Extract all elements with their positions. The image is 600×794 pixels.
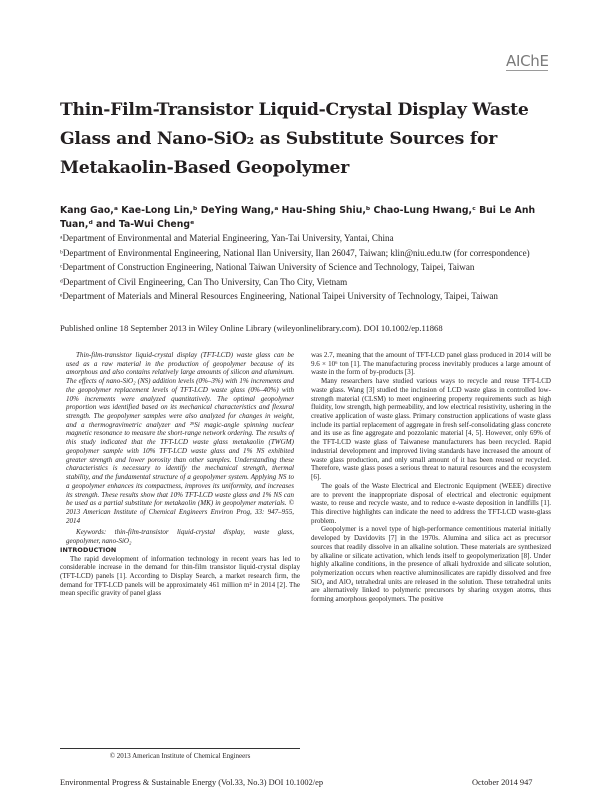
keywords: Keywords: thin-film-transistor liquid-crystal display, waste glass, geopolymer, nano-SiO₂ <box>66 528 294 546</box>
abstract-block <box>60 351 300 546</box>
journal-logo: AIChE <box>506 52 549 70</box>
running-footer-journal: Environmental Progress & Sustainable Energy (Vol.33, No.3) DOI 10.1002/ep <box>60 778 324 787</box>
left-column <box>60 351 300 598</box>
body-paragraph: Geopolymer is a novel type of high-performance cementitious material initially developed by Davidovits [7] in the 1970s. Alumina and silica act as precursor sources that readily dissolve in an alkaline solution. These materials are synthesized by alkaline or silicate activation, which lends itself to geopolymerization [8]. Under highly alkaline conditions, in the presence of alkali hydroxide and silicate solution, polymerization occurs when reactive aluminosilicates are rapidly dissolved and free SiO₄ and AlO₄ tetrahedral units are released in the solution. These tetrahedral units are alternatively linked to polymeric precursors by sharing oxygen atoms, thus forming amorphous geopolymers. The positive <box>311 525 551 604</box>
affiliation-c: ᶜDepartment of Construction Engineering, National Taiwan University of Science and Technology, Taipei, Taiwan <box>60 262 475 273</box>
body-paragraph: Many researchers have studied various ways to recycle and reuse TFT-LCD waste glass. Wang [3] studied the inclusion of LCD waste glass in controlled low-strength material (CLSM) to meet engineering property requirements such as high fluidity, low strength, high permeability, and low electrical resistivity, ushering in the creative application of waste glass. Primary construction applications of waste glass include its partial replacement of aggregate in fresh self-consolidating glass concrete and its use as fine aggregate and pozzolanic material [4, 5]. However, only 69% of the TFT-LCD waste glass of Taiwanese manufacturers has been recycled. Rapid industrial development and improved living standards have increased the amount of waste glass production, and only small amount of it has been reused or recycled. Therefore, waste glass poses a serious threat to natural resources and the ecosystem [6]. <box>311 377 551 482</box>
body-paragraph: The goals of the Waste Electrical and Electronic Equipment (WEEE) directive are to prevent the inappropriate disposal of electrical and electronic equipment waste, to reuse and recycle waste, and to reduce e-waste deposition in landfills [1]. This directive highlights can indicate the need to address the TFT-LCD waste-glass problem. <box>311 481 551 525</box>
right-column <box>311 351 551 604</box>
intro-paragraph: The rapid development of information technology in recent years has led to considerable increase in the demand for thin-film transistor liquid-crystal display (TFT-LCD) panels [1]. According to Display Search, a market research firm, the demand for TFT-LCD panels will be approximately 461 million m² in 2014 [2]. The mean specific gravity of panel glass <box>60 554 300 598</box>
body-paragraph-continued: was 2.7, meaning that the amount of TFT-LCD panel glass produced in 2014 will be 9.6 × 10⁶ ton [1]. The manufacturing process inevitably produces a large amount of waste in the form of by-products [3]. <box>311 351 551 377</box>
copyright-note: © 2013 American Institute of Chemical Engineers <box>109 752 251 760</box>
footnote-rule <box>60 748 300 749</box>
affiliation-e: ᵉDepartment of Materials and Mineral Resources Engineering, National Taipei University of Technology, Taipei, Taiwan <box>60 291 498 302</box>
logo-rule <box>506 70 548 71</box>
affiliation-a: ᵃDepartment of Environmental and Material Engineering, Yan-Tai University, Yantai, China <box>60 233 394 243</box>
affiliation-d: ᵈDepartment of Civil Engineering, Can Tho University, Can Tho City, Vietnam <box>60 276 348 287</box>
affiliations <box>60 233 552 306</box>
publication-info: Published online 18 September 2013 in Wiley Online Library (wileyonlinelibrary.com). DOI 10.1002/ep.11868 <box>60 323 443 333</box>
section-heading-introduction: INTRODUCTION <box>60 545 117 554</box>
author-list: Kang Gao,ᵃ Kae-Long Lin,ᵇ DeYing Wang,ᵃ Hau-Shing Shiu,ᵇ Chao-Lung Hwang,ᶜ Bui Le Anh Tuan,ᵈ and Ta-Wui Chengᵉ <box>60 205 536 230</box>
affiliation-b: ᵇDepartment of Environmental Engineering, National Ilan University, Ilan 26047, Taiwan; klin@niu.edu.tw (for correspondence) <box>60 247 530 258</box>
abstract: Thin-film-transistor liquid-crystal display (TFT-LCD) waste glass can be used as a raw material in the production of geopolymer because of its amorphous and also contains relatively large amounts of silicon and aluminum. The effects of nano-SiO₂ (NS) addition levels (0%–3%) with 1% increments and the geopolymer replacement levels of TFT-LCD waste glass (0%–40%) with 10% increments were analyzed quantitatively. The optimal geopolymer proportion was identified based on its mechanical characteristics and flexural strength. The geopolymer samples were also analyzed for changes in weight, and a thermogravimetric analyzer and ²⁹Si magic-angle spinning nuclear magnetic resonance to measure the short-range network ordering. The results of this study indicated that the TFT-LCD waste glass metakaolin (TWGM) geopolymer sample with 10% TFT-LCD waste glass and 1% NS exhibited greater strength and lower porosity than other samples. Understanding these characteristics is necessary to identify the mechanical strength, thermal stability, and the fundamental structure of a geopolymer system. Applying NS to a geopolymer enhances its compactness, improves its uniformity, and increases its strength. These results show that 10% TFT-LCD waste glass and 1% NS can be used as a partial substitute for metakaolin (MK) in geopolymer materials. © 2013 American Institute of Chemical Engineers Environ Prog, 33: 947–955, 2014 <box>66 351 294 525</box>
running-footer-page: October 2014 947 <box>472 778 533 787</box>
article-title: Thin-Film-Transistor Liquid-Crystal Display Waste Glass and Nano-SiO₂ as Substitute Sources for Metakaolin-Based Geopolymer <box>60 100 529 178</box>
